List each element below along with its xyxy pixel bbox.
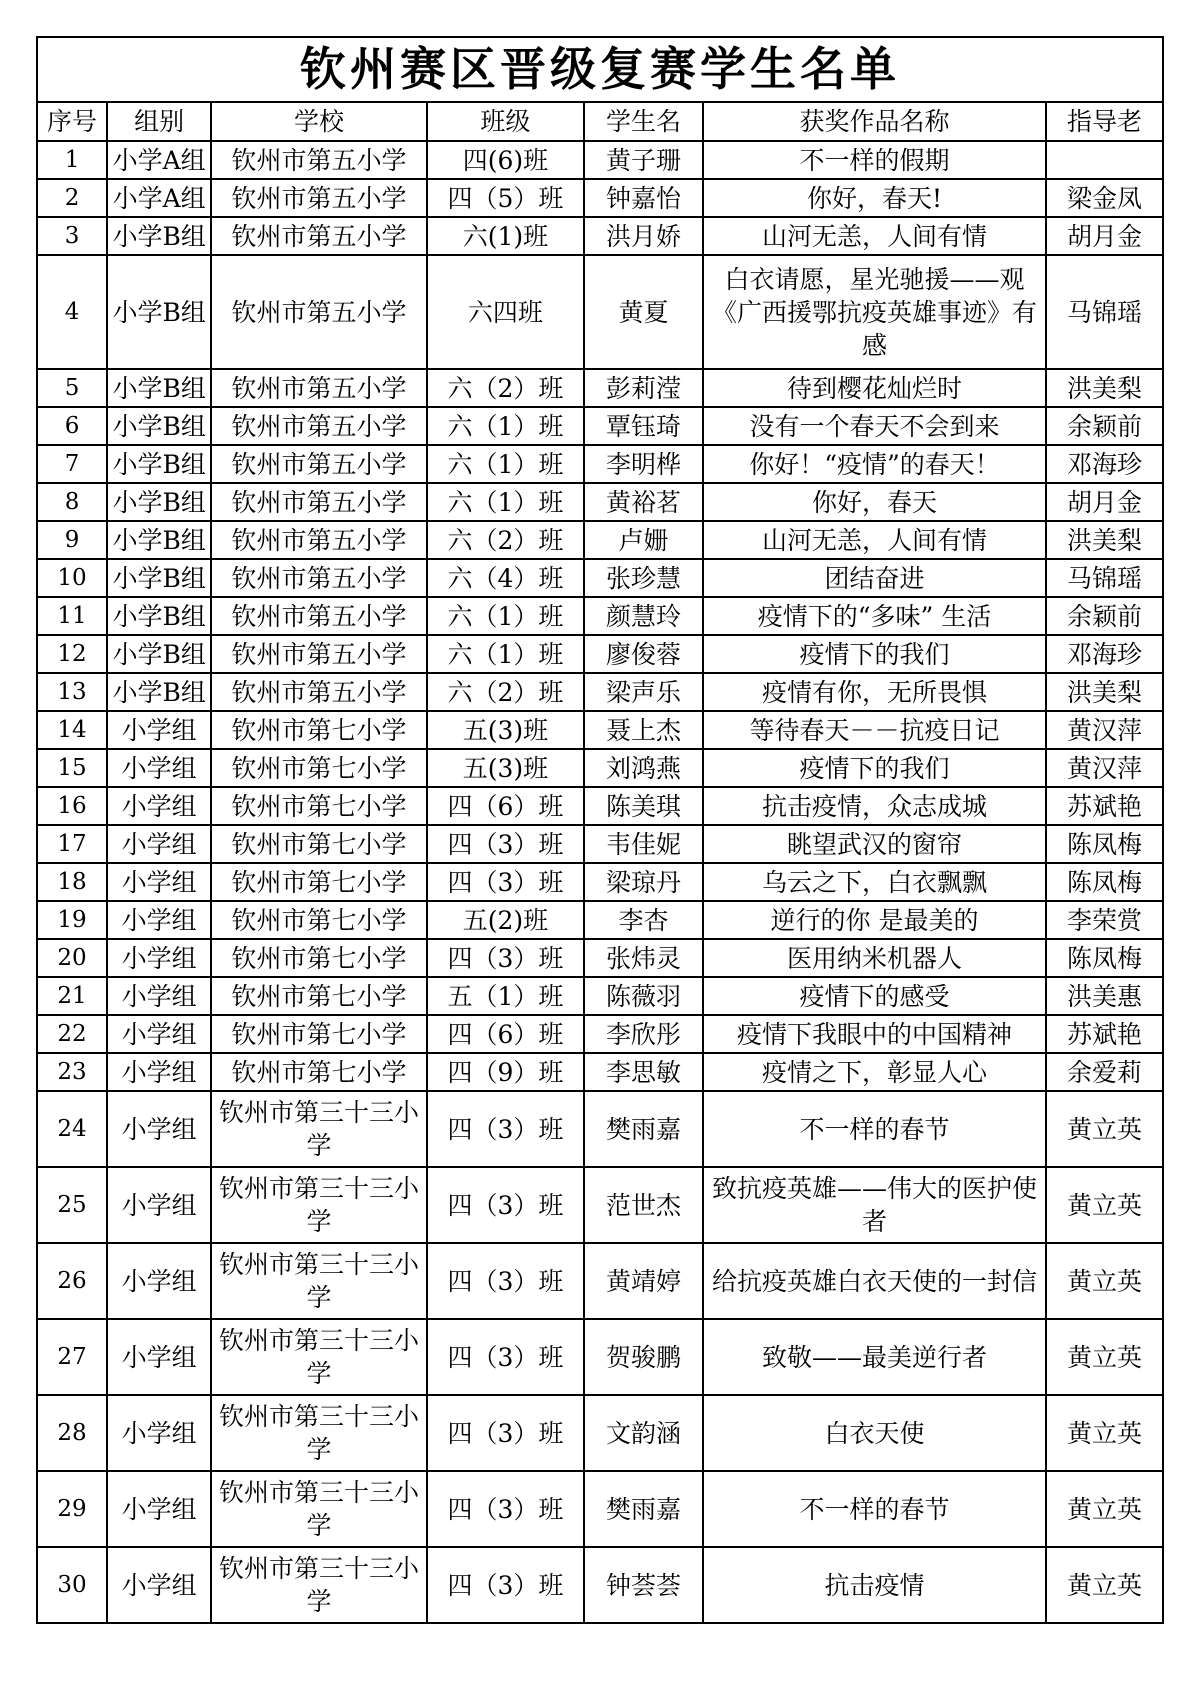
cell-number: 30 xyxy=(37,1547,107,1623)
cell-teacher: 黄立英 xyxy=(1046,1167,1163,1243)
table-row xyxy=(37,445,1163,483)
cell-work: 医用纳米机器人 xyxy=(703,939,1046,977)
cell-student: 李思敏 xyxy=(584,1053,703,1091)
cell-student: 张炜灵 xyxy=(584,939,703,977)
table-row xyxy=(37,521,1163,559)
cell-school: 钦州市第七小学 xyxy=(211,749,427,787)
cell-class: 四（9）班 xyxy=(427,1053,584,1091)
cell-student: 颜慧玲 xyxy=(584,597,703,635)
cell-work: 你好！“疫情”的春天！ xyxy=(703,445,1046,483)
cell-student: 黄子珊 xyxy=(584,141,703,179)
cell-class: 四（5）班 xyxy=(427,179,584,217)
cell-number: 13 xyxy=(37,673,107,711)
cell-class: 四（3）班 xyxy=(427,1319,584,1395)
cell-number: 27 xyxy=(37,1319,107,1395)
cell-school: 钦州市第七小学 xyxy=(211,787,427,825)
cell-school: 钦州市第三十三小学 xyxy=(211,1319,427,1395)
cell-teacher: 陈凤梅 xyxy=(1046,939,1163,977)
table-row xyxy=(37,825,1163,863)
cell-student: 韦佳妮 xyxy=(584,825,703,863)
cell-number: 28 xyxy=(37,1395,107,1471)
cell-work: 抗击疫情，众志成城 xyxy=(703,787,1046,825)
cell-work: 不一样的春节 xyxy=(703,1091,1046,1167)
table-row xyxy=(37,1471,1163,1547)
table-row xyxy=(37,635,1163,673)
cell-number: 5 xyxy=(37,369,107,407)
column-header-group: 组别 xyxy=(107,102,211,141)
cell-group: 小学A组 xyxy=(107,141,211,179)
cell-class: 六（1）班 xyxy=(427,597,584,635)
cell-work: 疫情下的我们 xyxy=(703,635,1046,673)
cell-group: 小学组 xyxy=(107,1053,211,1091)
cell-group: 小学B组 xyxy=(107,217,211,255)
cell-student: 张珍慧 xyxy=(584,559,703,597)
cell-teacher: 余颖前 xyxy=(1046,407,1163,445)
cell-work: 抗击疫情 xyxy=(703,1547,1046,1623)
cell-school: 钦州市第五小学 xyxy=(211,559,427,597)
table-row xyxy=(37,1395,1163,1471)
cell-teacher: 洪美梨 xyxy=(1046,673,1163,711)
cell-number: 2 xyxy=(37,179,107,217)
cell-group: 小学组 xyxy=(107,787,211,825)
cell-teacher: 邓海珍 xyxy=(1046,445,1163,483)
column-header-number: 序号 xyxy=(37,102,107,141)
cell-student: 聂上杰 xyxy=(584,711,703,749)
cell-class: 四（3）班 xyxy=(427,1471,584,1547)
cell-teacher: 胡月金 xyxy=(1046,483,1163,521)
cell-school: 钦州市第五小学 xyxy=(211,407,427,445)
cell-teacher: 苏斌艳 xyxy=(1046,1015,1163,1053)
cell-teacher: 洪美梨 xyxy=(1046,369,1163,407)
cell-work: 白衣请愿，星光驰援——观《广西援鄂抗疫英雄事迹》有感 xyxy=(703,255,1046,369)
cell-school: 钦州市第七小学 xyxy=(211,977,427,1015)
cell-group: 小学B组 xyxy=(107,483,211,521)
cell-teacher xyxy=(1046,141,1163,179)
cell-school: 钦州市第五小学 xyxy=(211,673,427,711)
cell-number: 26 xyxy=(37,1243,107,1319)
cell-teacher: 黄立英 xyxy=(1046,1319,1163,1395)
cell-teacher: 黄汉萍 xyxy=(1046,711,1163,749)
table-row xyxy=(37,483,1163,521)
cell-teacher: 黄立英 xyxy=(1046,1091,1163,1167)
cell-class: 四（3）班 xyxy=(427,1167,584,1243)
cell-school: 钦州市第五小学 xyxy=(211,369,427,407)
cell-school: 钦州市第五小学 xyxy=(211,255,427,369)
cell-teacher: 苏斌艳 xyxy=(1046,787,1163,825)
cell-class: 四（3）班 xyxy=(427,1547,584,1623)
cell-work: 给抗疫英雄白衣天使的一封信 xyxy=(703,1243,1046,1319)
table-row xyxy=(37,787,1163,825)
cell-class: 四（3）班 xyxy=(427,1091,584,1167)
cell-student: 钟荟荟 xyxy=(584,1547,703,1623)
cell-group: 小学组 xyxy=(107,1547,211,1623)
table-row xyxy=(37,1319,1163,1395)
cell-group: 小学组 xyxy=(107,1243,211,1319)
cell-work: 山河无恙，人间有情 xyxy=(703,521,1046,559)
cell-student: 梁声乐 xyxy=(584,673,703,711)
table-row xyxy=(37,179,1163,217)
cell-work: 逆行的你 是最美的 xyxy=(703,901,1046,939)
cell-class: 五(3)班 xyxy=(427,711,584,749)
cell-school: 钦州市第七小学 xyxy=(211,711,427,749)
table-row xyxy=(37,749,1163,787)
table-row xyxy=(37,977,1163,1015)
cell-school: 钦州市第五小学 xyxy=(211,179,427,217)
cell-class: 四（6）班 xyxy=(427,787,584,825)
cell-number: 20 xyxy=(37,939,107,977)
cell-number: 25 xyxy=(37,1167,107,1243)
cell-number: 22 xyxy=(37,1015,107,1053)
cell-school: 钦州市第三十三小学 xyxy=(211,1243,427,1319)
column-header-teacher: 指导老 xyxy=(1046,102,1163,141)
table-row xyxy=(37,559,1163,597)
cell-teacher: 梁金凤 xyxy=(1046,179,1163,217)
cell-group: 小学组 xyxy=(107,901,211,939)
cell-school: 钦州市第七小学 xyxy=(211,901,427,939)
cell-teacher: 黄立英 xyxy=(1046,1547,1163,1623)
cell-class: 四（3）班 xyxy=(427,1395,584,1471)
student-list-table xyxy=(36,36,1164,1624)
cell-work: 疫情下的感受 xyxy=(703,977,1046,1015)
cell-student: 覃钰琦 xyxy=(584,407,703,445)
cell-work: 疫情下的“多味” 生活 xyxy=(703,597,1046,635)
table-row xyxy=(37,1243,1163,1319)
cell-work: 疫情之下，彰显人心 xyxy=(703,1053,1046,1091)
page-title: 钦州赛区晋级复赛学生名单 xyxy=(37,37,1163,102)
cell-school: 钦州市第三十三小学 xyxy=(211,1091,427,1167)
cell-class: 四（6）班 xyxy=(427,1015,584,1053)
cell-group: 小学组 xyxy=(107,1015,211,1053)
cell-group: 小学B组 xyxy=(107,559,211,597)
cell-school: 钦州市第五小学 xyxy=(211,597,427,635)
table-row xyxy=(37,217,1163,255)
cell-school: 钦州市第七小学 xyxy=(211,1053,427,1091)
cell-work: 致抗疫英雄——伟大的医护使者 xyxy=(703,1167,1046,1243)
table-row xyxy=(37,141,1163,179)
cell-group: 小学组 xyxy=(107,749,211,787)
cell-class: 六（1）班 xyxy=(427,445,584,483)
cell-teacher: 胡月金 xyxy=(1046,217,1163,255)
cell-number: 18 xyxy=(37,863,107,901)
table-row xyxy=(37,1547,1163,1623)
cell-number: 19 xyxy=(37,901,107,939)
cell-student: 贺骏鹏 xyxy=(584,1319,703,1395)
cell-work: 不一样的假期 xyxy=(703,141,1046,179)
cell-student: 廖俊蓉 xyxy=(584,635,703,673)
cell-group: 小学组 xyxy=(107,1167,211,1243)
cell-number: 8 xyxy=(37,483,107,521)
cell-class: 四（3）班 xyxy=(427,939,584,977)
cell-school: 钦州市第七小学 xyxy=(211,863,427,901)
cell-student: 陈美琪 xyxy=(584,787,703,825)
cell-school: 钦州市第五小学 xyxy=(211,483,427,521)
cell-class: 五（1）班 xyxy=(427,977,584,1015)
cell-class: 六四班 xyxy=(427,255,584,369)
cell-work: 疫情有你，无所畏惧 xyxy=(703,673,1046,711)
cell-class: 六（1）班 xyxy=(427,407,584,445)
cell-student: 刘鸿燕 xyxy=(584,749,703,787)
cell-work: 待到樱花灿烂时 xyxy=(703,369,1046,407)
table-row xyxy=(37,1167,1163,1243)
cell-number: 12 xyxy=(37,635,107,673)
cell-number: 17 xyxy=(37,825,107,863)
cell-number: 15 xyxy=(37,749,107,787)
cell-number: 14 xyxy=(37,711,107,749)
cell-student: 黄靖婷 xyxy=(584,1243,703,1319)
cell-work: 团结奋进 xyxy=(703,559,1046,597)
cell-group: 小学组 xyxy=(107,1471,211,1547)
cell-student: 樊雨嘉 xyxy=(584,1091,703,1167)
cell-student: 洪月娇 xyxy=(584,217,703,255)
column-header-school: 学校 xyxy=(211,102,427,141)
cell-work: 山河无恙，人间有情 xyxy=(703,217,1046,255)
cell-student: 黄夏 xyxy=(584,255,703,369)
cell-number: 10 xyxy=(37,559,107,597)
cell-teacher: 洪美梨 xyxy=(1046,521,1163,559)
cell-teacher: 陈凤梅 xyxy=(1046,825,1163,863)
table-row xyxy=(37,255,1163,369)
table-row xyxy=(37,901,1163,939)
cell-number: 29 xyxy=(37,1471,107,1547)
column-header-class: 班级 xyxy=(427,102,584,141)
cell-group: 小学B组 xyxy=(107,673,211,711)
table-row xyxy=(37,863,1163,901)
cell-group: 小学B组 xyxy=(107,597,211,635)
cell-number: 1 xyxy=(37,141,107,179)
cell-class: 六（2）班 xyxy=(427,673,584,711)
cell-teacher: 余颖前 xyxy=(1046,597,1163,635)
cell-class: 六(1)班 xyxy=(427,217,584,255)
table-row xyxy=(37,1053,1163,1091)
cell-work: 致敬——最美逆行者 xyxy=(703,1319,1046,1395)
cell-student: 范世杰 xyxy=(584,1167,703,1243)
cell-number: 21 xyxy=(37,977,107,1015)
table-row xyxy=(37,1015,1163,1053)
cell-school: 钦州市第五小学 xyxy=(211,635,427,673)
cell-number: 23 xyxy=(37,1053,107,1091)
table-row xyxy=(37,407,1163,445)
cell-group: 小学组 xyxy=(107,1091,211,1167)
cell-group: 小学B组 xyxy=(107,635,211,673)
cell-student: 陈薇羽 xyxy=(584,977,703,1015)
table-row xyxy=(37,597,1163,635)
table-row xyxy=(37,673,1163,711)
cell-work: 疫情下的我们 xyxy=(703,749,1046,787)
cell-teacher: 黄立英 xyxy=(1046,1243,1163,1319)
cell-class: 六（2）班 xyxy=(427,521,584,559)
cell-school: 钦州市第五小学 xyxy=(211,217,427,255)
cell-student: 彭莉滢 xyxy=(584,369,703,407)
column-header-work: 获奖作品名称 xyxy=(703,102,1046,141)
cell-group: 小学B组 xyxy=(107,255,211,369)
cell-student: 梁琼丹 xyxy=(584,863,703,901)
cell-class: 六（2）班 xyxy=(427,369,584,407)
cell-work: 疫情下我眼中的中国精神 xyxy=(703,1015,1046,1053)
cell-group: 小学组 xyxy=(107,863,211,901)
cell-school: 钦州市第五小学 xyxy=(211,445,427,483)
cell-school: 钦州市第三十三小学 xyxy=(211,1471,427,1547)
cell-class: 六（1）班 xyxy=(427,635,584,673)
table-row xyxy=(37,711,1163,749)
cell-class: 四（3）班 xyxy=(427,825,584,863)
cell-class: 四(6)班 xyxy=(427,141,584,179)
cell-school: 钦州市第三十三小学 xyxy=(211,1167,427,1243)
cell-teacher: 洪美惠 xyxy=(1046,977,1163,1015)
cell-teacher: 黄立英 xyxy=(1046,1395,1163,1471)
table-row xyxy=(37,369,1163,407)
cell-group: 小学B组 xyxy=(107,521,211,559)
cell-school: 钦州市第七小学 xyxy=(211,825,427,863)
cell-student: 李杏 xyxy=(584,901,703,939)
cell-work: 没有一个春天不会到来 xyxy=(703,407,1046,445)
table-row xyxy=(37,939,1163,977)
cell-student: 李明桦 xyxy=(584,445,703,483)
cell-teacher: 黄立英 xyxy=(1046,1471,1163,1547)
document-sheet xyxy=(36,36,1164,1624)
cell-school: 钦州市第三十三小学 xyxy=(211,1395,427,1471)
cell-school: 钦州市第七小学 xyxy=(211,939,427,977)
cell-class: 五(3)班 xyxy=(427,749,584,787)
cell-class: 六（4）班 xyxy=(427,559,584,597)
cell-class: 六（1）班 xyxy=(427,483,584,521)
cell-teacher: 黄汉萍 xyxy=(1046,749,1163,787)
cell-school: 钦州市第三十三小学 xyxy=(211,1547,427,1623)
cell-teacher: 马锦瑶 xyxy=(1046,255,1163,369)
cell-work: 白衣天使 xyxy=(703,1395,1046,1471)
cell-work: 你好，春天 xyxy=(703,483,1046,521)
cell-group: 小学组 xyxy=(107,825,211,863)
cell-student: 钟嘉怡 xyxy=(584,179,703,217)
cell-student: 文韵涵 xyxy=(584,1395,703,1471)
cell-student: 樊雨嘉 xyxy=(584,1471,703,1547)
cell-school: 钦州市第五小学 xyxy=(211,521,427,559)
cell-work: 乌云之下，白衣飘飘 xyxy=(703,863,1046,901)
cell-number: 3 xyxy=(37,217,107,255)
cell-group: 小学B组 xyxy=(107,407,211,445)
cell-school: 钦州市第七小学 xyxy=(211,1015,427,1053)
cell-group: 小学B组 xyxy=(107,369,211,407)
cell-work: 眺望武汉的窗帘 xyxy=(703,825,1046,863)
cell-class: 五(2)班 xyxy=(427,901,584,939)
table-header-row xyxy=(37,102,1163,141)
column-header-student: 学生名 xyxy=(584,102,703,141)
cell-number: 16 xyxy=(37,787,107,825)
cell-number: 4 xyxy=(37,255,107,369)
table-row xyxy=(37,1091,1163,1167)
cell-number: 9 xyxy=(37,521,107,559)
cell-student: 卢姗 xyxy=(584,521,703,559)
cell-group: 小学组 xyxy=(107,939,211,977)
cell-teacher: 余爱莉 xyxy=(1046,1053,1163,1091)
cell-work: 不一样的春节 xyxy=(703,1471,1046,1547)
cell-group: 小学组 xyxy=(107,977,211,1015)
cell-number: 6 xyxy=(37,407,107,445)
cell-group: 小学组 xyxy=(107,711,211,749)
cell-number: 24 xyxy=(37,1091,107,1167)
cell-group: 小学组 xyxy=(107,1319,211,1395)
cell-teacher: 李荣赏 xyxy=(1046,901,1163,939)
cell-work: 你好，春天! xyxy=(703,179,1046,217)
cell-group: 小学A组 xyxy=(107,179,211,217)
cell-teacher: 陈凤梅 xyxy=(1046,863,1163,901)
cell-work: 等待春天－－抗疫日记 xyxy=(703,711,1046,749)
cell-student: 黄裕茗 xyxy=(584,483,703,521)
cell-number: 11 xyxy=(37,597,107,635)
cell-teacher: 邓海珍 xyxy=(1046,635,1163,673)
cell-group: 小学组 xyxy=(107,1395,211,1471)
cell-class: 四（3）班 xyxy=(427,1243,584,1319)
cell-teacher: 马锦瑶 xyxy=(1046,559,1163,597)
cell-class: 四（3）班 xyxy=(427,863,584,901)
cell-group: 小学B组 xyxy=(107,445,211,483)
cell-number: 7 xyxy=(37,445,107,483)
cell-school: 钦州市第五小学 xyxy=(211,141,427,179)
cell-student: 李欣彤 xyxy=(584,1015,703,1053)
